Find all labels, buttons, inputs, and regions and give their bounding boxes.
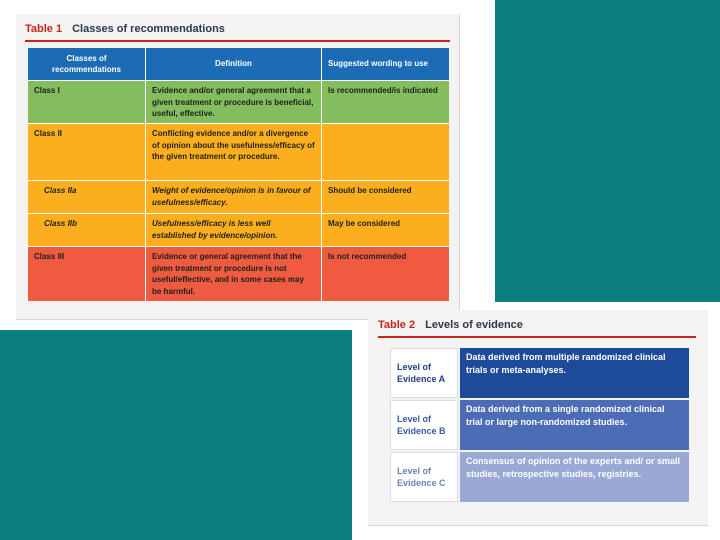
teal-background-block [495,0,720,302]
class-definition: Evidence and/or general agreement that a given treatment or procedure is beneficial, useful, effective. [146,81,322,123]
class-label: Class I [28,81,146,123]
table1-number: Table 1 [25,23,63,35]
class-definition: Weight of evidence/opinion is in favour of usefulness/efficacy. [146,181,322,213]
table1-heading [25,23,225,35]
table2-title-rule [378,336,696,338]
table-row-level-a [390,348,689,398]
table-row-class-iii [28,247,449,301]
class-wording: Is not recommended [328,252,407,261]
table-row-class-iia [28,181,449,214]
level-description: Data derived from multiple randomized clinical trials or meta-analyses. [460,348,689,398]
class-label: Class IIa [28,181,146,213]
class-label: Class II [28,124,146,180]
level-label: Level of Evidence A [390,348,458,398]
header-definition: Definition [146,48,322,80]
class-wording: May be considered [328,219,401,228]
level-label: Level of Evidence C [390,452,458,502]
classes-table [28,48,449,301]
class-label: Class III [28,247,146,301]
table-row-level-c [390,452,689,502]
class-definition: Usefulness/efficacy is less well established by evidence/opinion. [146,214,322,246]
table2-panel [368,310,708,526]
teal-background-block [0,330,352,540]
table2-title: Levels of evidence [425,319,523,331]
class-wording: Should be considered [328,186,412,195]
table-row-class-i [28,81,449,124]
class-definition: Evidence or general agreement that the given treatment or procedure is not useful/effective, and in some cases may be harmful. [146,247,322,301]
header-wording: Suggested wording to use [328,59,429,69]
table-row-class-iib [28,214,449,247]
table1-title: Classes of recommendations [72,23,225,35]
table1-panel [16,14,460,320]
levels-table [390,348,689,504]
table-row-level-b [390,400,689,450]
class-wording: Is recommended/is indicated [328,86,438,95]
table-header-row [28,48,449,81]
table2-number: Table 2 [378,319,416,331]
header-classes: Classes of recommendations [28,48,146,80]
level-description: Data derived from a single randomized clinical trial or large non-randomized studies. [460,400,689,450]
class-definition: Conflicting evidence and/or a divergence of opinion about the usefulness/efficacy of the given treatment or procedure. [146,124,322,180]
level-label: Level of Evidence B [390,400,458,450]
level-description: Consensus of opinion of the experts and/ or small studies, retrospective studies, registries. [460,452,689,502]
class-label: Class IIb [28,214,146,246]
table1-title-rule [25,40,450,42]
class-wording [322,124,449,180]
table-row-class-ii [28,124,449,181]
table2-heading [378,319,523,331]
